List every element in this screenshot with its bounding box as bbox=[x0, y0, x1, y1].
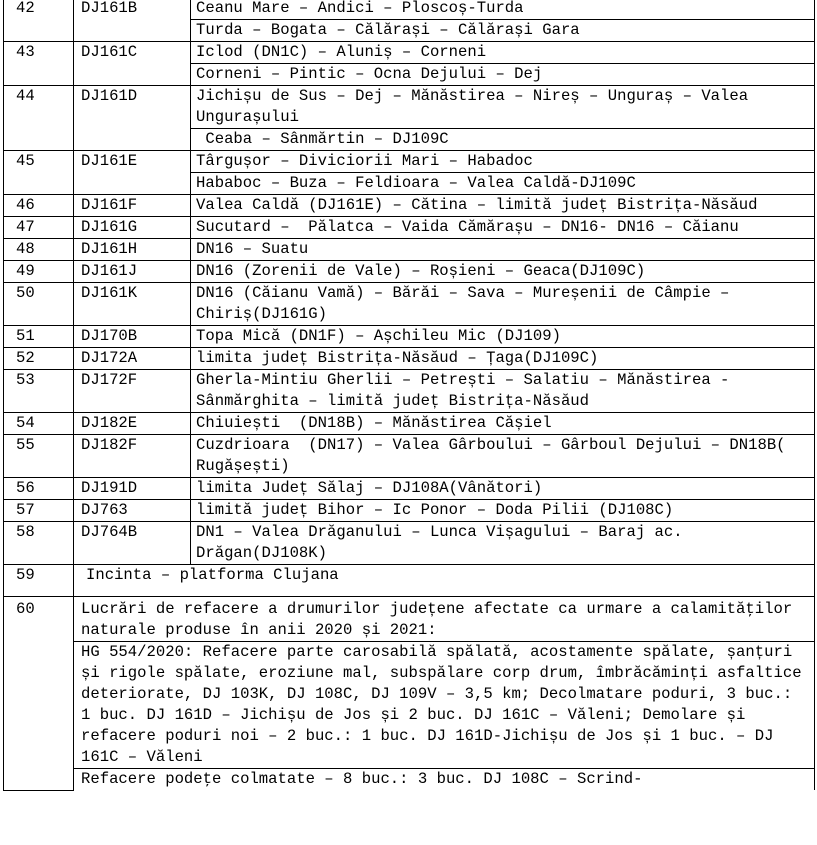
road-segment: DN16 – Suatu bbox=[191, 239, 815, 261]
row-number: 46 bbox=[4, 195, 74, 217]
row-number: 49 bbox=[4, 261, 74, 283]
road-code: DJ161D bbox=[74, 86, 191, 151]
row-number: 47 bbox=[4, 217, 74, 239]
road-code: DJ161J bbox=[74, 261, 191, 283]
road-segment: Iclod (DN1C) – Aluniș – Corneni bbox=[191, 42, 815, 64]
road-code: DJ172A bbox=[74, 348, 191, 370]
row-text: Incinta – platforma Clujana bbox=[74, 565, 815, 597]
table-row bbox=[4, 326, 815, 348]
table-row bbox=[4, 195, 815, 217]
roads-table bbox=[3, 0, 815, 791]
road-segment: Valea Caldă (DJ161E) – Cătina – limită județ Bistrița-Năsăud bbox=[191, 195, 815, 217]
road-code: DJ161G bbox=[74, 217, 191, 239]
road-segment: DN16 (Zorenii de Vale) – Roșieni – Geaca(DJ109C) bbox=[191, 261, 815, 283]
table-row bbox=[4, 597, 815, 642]
row-number: 52 bbox=[4, 348, 74, 370]
row-detail-continued: Refacere podeţe colmatate – 8 buc.: 3 buc. DJ 108C – Scrind- bbox=[74, 769, 815, 791]
row-number: 51 bbox=[4, 326, 74, 348]
road-segment: Sucutard – Pălatca – Vaida Cămărașu – DN16- DN16 – Căianu bbox=[191, 217, 815, 239]
road-code: DJ170B bbox=[74, 326, 191, 348]
table-row bbox=[4, 478, 815, 500]
row-title: Lucrări de refacere a drumurilor județene afectate ca urmare a calamităţilor naturale produse în anii 2020 și 2021: bbox=[74, 597, 815, 642]
row-number: 42 bbox=[4, 0, 74, 42]
road-code: DJ161B bbox=[74, 0, 191, 42]
table-row bbox=[4, 151, 815, 173]
row-number: 53 bbox=[4, 370, 74, 413]
row-number: 45 bbox=[4, 151, 74, 195]
table-row bbox=[4, 642, 815, 769]
row-number: 60 bbox=[4, 597, 74, 791]
roads-table-body bbox=[4, 0, 815, 565]
row-number: 59 bbox=[4, 565, 74, 597]
table-row bbox=[4, 413, 815, 435]
road-segment: Hababoc – Buza – Feldioara – Valea Caldă-DJ109C bbox=[191, 173, 815, 195]
table-row bbox=[4, 239, 815, 261]
road-code: DJ161K bbox=[74, 283, 191, 326]
road-segment: limită județ Bihor – Ic Ponor – Doda Pilii (DJ108C) bbox=[191, 500, 815, 522]
road-code: DJ172F bbox=[74, 370, 191, 413]
table-row bbox=[4, 261, 815, 283]
table-row bbox=[4, 283, 815, 326]
road-code: DJ161F bbox=[74, 195, 191, 217]
table-row bbox=[4, 42, 815, 64]
row-number: 58 bbox=[4, 522, 74, 565]
road-code: DJ161C bbox=[74, 42, 191, 86]
road-segment: Târgușor – Diviciorii Mari – Habadoc bbox=[191, 151, 815, 173]
table-row bbox=[4, 348, 815, 370]
road-segment: Topa Mică (DN1F) – Așchileu Mic (DJ109) bbox=[191, 326, 815, 348]
road-segment: Ceanu Mare – Andici – Ploscoș-Turda bbox=[191, 0, 815, 20]
table-row bbox=[4, 769, 815, 791]
table-row bbox=[4, 0, 815, 20]
table-row bbox=[4, 500, 815, 522]
row-detail: HG 554/2020: Refacere parte carosabilă spălată, acostamente spălate, șanțuri și rigole spălate, eroziune mal, subspălare corp drum, îmbrăcăminți asfaltice deteriorate, DJ 103K, DJ 108C, DJ 109V – 3,5 km; Decolmatare poduri, 3 buc.: 1 buc. DJ 161D – Jichișu de Jos și 2 buc. DJ 161C – Văleni; Demolare și refacere poduri noi – 2 buc.: 1 buc. DJ 161D-Jichișu de Jos și 1 buc. – DJ 161C – Văleni bbox=[74, 642, 815, 769]
road-segment: Ceaba – Sânmărtin – DJ109C bbox=[191, 129, 815, 151]
row-number: 57 bbox=[4, 500, 74, 522]
road-segment: Gherla-Mintiu Gherlii – Petrești – Salatiu – Mănăstirea -Sânmărghita – limită județ Bistrița-Năsăud bbox=[191, 370, 815, 413]
row-number: 54 bbox=[4, 413, 74, 435]
table-row bbox=[4, 217, 815, 239]
road-code: DJ161E bbox=[74, 151, 191, 195]
road-segment: limita județ Bistrița-Năsăud – Țaga(DJ109C) bbox=[191, 348, 815, 370]
road-code: DJ161H bbox=[74, 239, 191, 261]
road-code: DJ763 bbox=[74, 500, 191, 522]
road-segment: DN1 – Valea Drăganului – Lunca Vișagului – Baraj ac. Drăgan(DJ108K) bbox=[191, 522, 815, 565]
table-row bbox=[4, 565, 815, 597]
row-number: 50 bbox=[4, 283, 74, 326]
table-row bbox=[4, 86, 815, 129]
roads-table-body-tail bbox=[4, 565, 815, 791]
table-row bbox=[4, 435, 815, 478]
table-row bbox=[4, 522, 815, 565]
row-number: 56 bbox=[4, 478, 74, 500]
road-segment: Chiuiești (DN18B) – Mănăstirea Cășiel bbox=[191, 413, 815, 435]
road-code: DJ764B bbox=[74, 522, 191, 565]
row-number: 55 bbox=[4, 435, 74, 478]
row-number: 48 bbox=[4, 239, 74, 261]
road-code: DJ182E bbox=[74, 413, 191, 435]
road-code: DJ182F bbox=[74, 435, 191, 478]
table-row bbox=[4, 370, 815, 413]
road-segment: DN16 (Căianu Vamă) – Bărăi – Sava – Mureșenii de Câmpie – Chiriș(DJ161G) bbox=[191, 283, 815, 326]
row-number: 44 bbox=[4, 86, 74, 151]
road-code: DJ191D bbox=[74, 478, 191, 500]
road-segment: Turda – Bogata – Călărași – Călărași Gara bbox=[191, 20, 815, 42]
road-segment: Cuzdrioara (DN17) – Valea Gârboului – Gârboul Dejului – DN18B( Rugășești) bbox=[191, 435, 815, 478]
road-segment: Corneni – Pintic – Ocna Dejului – Dej bbox=[191, 64, 815, 86]
row-number: 43 bbox=[4, 42, 74, 86]
road-segment: limita Județ Sălaj – DJ108A(Vânători) bbox=[191, 478, 815, 500]
road-segment: Jichișu de Sus – Dej – Mănăstirea – Nireș – Unguraș – Valea Ungurașului bbox=[191, 86, 815, 129]
